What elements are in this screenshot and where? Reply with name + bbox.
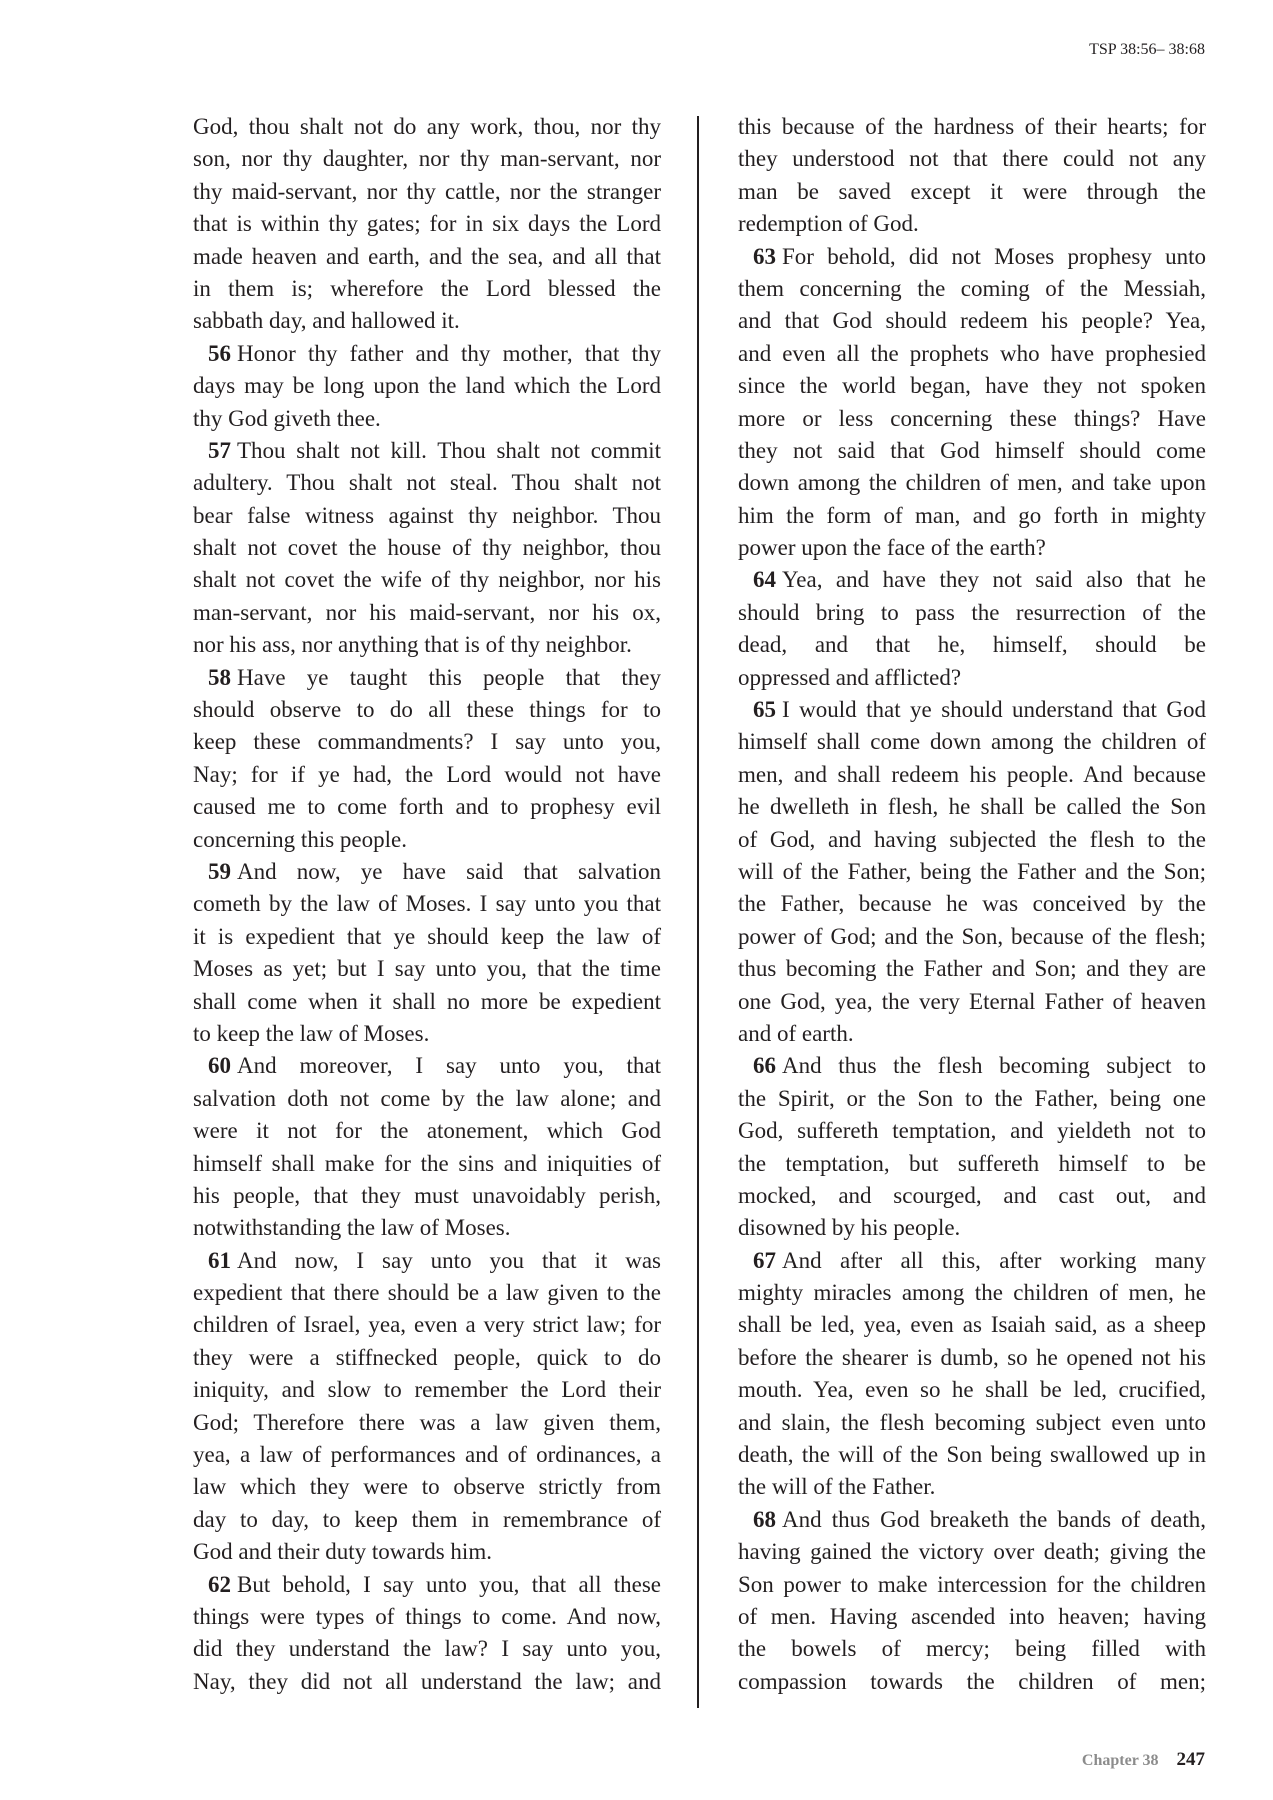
text-line bbox=[193, 143, 661, 175]
text-line bbox=[738, 986, 1206, 1018]
line-text: mocked, and scourged, and cast out, and bbox=[738, 1182, 1206, 1208]
text-line bbox=[193, 791, 661, 823]
text-line bbox=[738, 888, 1206, 920]
line-text: And now, I say unto you that it was bbox=[237, 1247, 661, 1273]
text-line bbox=[738, 370, 1206, 402]
line-text: son, nor thy daughter, nor thy man-servant, nor bbox=[193, 146, 661, 172]
text-line bbox=[738, 953, 1206, 985]
line-text: this because of the hardness of their hearts; for bbox=[738, 114, 1206, 139]
line-text: power of God; and the Son, because of the flesh; bbox=[738, 923, 1206, 949]
text-line bbox=[738, 1309, 1206, 1341]
line-text: iniquity, and slow to remember the Lord their bbox=[193, 1377, 661, 1403]
text-line bbox=[738, 1115, 1206, 1147]
line-text: the temptation, but suffereth himself to be bbox=[738, 1150, 1206, 1176]
line-text: the bowels of mercy; being filled with bbox=[738, 1636, 1206, 1662]
text-line bbox=[193, 662, 661, 694]
line-text: of men. Having ascended into heaven; having bbox=[738, 1603, 1206, 1629]
text-line bbox=[193, 597, 661, 629]
text-line bbox=[738, 1374, 1206, 1406]
text-line bbox=[738, 759, 1206, 791]
text-line bbox=[738, 338, 1206, 370]
line-text: Son power to make intercession for the children bbox=[738, 1571, 1206, 1597]
line-text: God and their duty towards him. bbox=[193, 1539, 492, 1565]
text-line bbox=[738, 1148, 1206, 1180]
line-text: children of Israel, yea, even a very strict law; for bbox=[193, 1312, 661, 1338]
line-text: should observe to do all these things for to bbox=[193, 697, 661, 723]
left-column bbox=[193, 111, 661, 1698]
text-line bbox=[193, 856, 661, 888]
text-line bbox=[193, 403, 661, 435]
verse-62 bbox=[193, 1569, 661, 1699]
line-text: down among the children of men, and take upon bbox=[738, 470, 1206, 496]
verse-66 bbox=[738, 1050, 1206, 1244]
text-line bbox=[738, 500, 1206, 532]
line-text: For behold, did not Moses prophesy unto bbox=[782, 243, 1206, 269]
line-text: concerning this people. bbox=[193, 826, 407, 852]
verse-continuation bbox=[193, 111, 661, 338]
text-line bbox=[738, 1083, 1206, 1115]
text-line bbox=[193, 1277, 661, 1309]
text-line bbox=[193, 694, 661, 726]
text-line bbox=[738, 1180, 1206, 1212]
text-line bbox=[193, 564, 661, 596]
line-text: before the shearer is dumb, so he opened not his bbox=[738, 1344, 1206, 1370]
text-line bbox=[193, 1018, 661, 1050]
text-line bbox=[193, 208, 661, 240]
text-line bbox=[193, 305, 661, 337]
line-text: shall come when it shall no more be expedient bbox=[193, 988, 661, 1014]
line-text: they were a stiffnecked people, quick to do bbox=[193, 1344, 661, 1370]
text-line bbox=[193, 435, 661, 467]
text-line bbox=[738, 1212, 1206, 1244]
verse-63 bbox=[738, 241, 1206, 565]
text-line bbox=[193, 1569, 661, 1601]
verse-number: 67 bbox=[753, 1247, 776, 1273]
verse-number: 61 bbox=[208, 1247, 231, 1273]
line-text: the Father, because he was conceived by the bbox=[738, 891, 1206, 917]
line-text: man-servant, nor his maid-servant, nor his ox, bbox=[193, 599, 661, 625]
text-line bbox=[738, 1536, 1206, 1568]
line-text: the Spirit, or the Son to the Father, being one bbox=[738, 1085, 1206, 1111]
text-line bbox=[738, 1439, 1206, 1471]
text-line bbox=[193, 241, 661, 273]
line-text: power upon the face of the earth? bbox=[738, 535, 1046, 561]
line-text: thy God giveth thee. bbox=[193, 405, 381, 431]
verse-number: 64 bbox=[753, 567, 776, 593]
line-text: made heaven and earth, and the sea, and all that bbox=[193, 243, 661, 269]
text-line bbox=[738, 1407, 1206, 1439]
text-line bbox=[193, 1407, 661, 1439]
verse-68 bbox=[738, 1504, 1206, 1698]
line-text: And now, ye have said that salvation bbox=[237, 858, 661, 884]
line-text: were it not for the atonement, which God bbox=[193, 1118, 661, 1144]
text-line bbox=[738, 1666, 1206, 1698]
line-text: And moreover, I say unto you, that bbox=[237, 1053, 661, 1079]
line-text: and that God should redeem his people? Yea, bbox=[738, 308, 1206, 334]
line-text: that is within thy gates; for in six days the Lord bbox=[193, 211, 661, 237]
text-line bbox=[738, 791, 1206, 823]
text-line bbox=[193, 1601, 661, 1633]
line-text: man be saved except it were through the bbox=[738, 178, 1206, 204]
verse-64 bbox=[738, 564, 1206, 694]
text-line bbox=[738, 1342, 1206, 1374]
line-text: having gained the victory over death; giving the bbox=[738, 1539, 1206, 1565]
line-text: Nay; for if ye had, the Lord would not have bbox=[193, 761, 661, 787]
running-header: TSP 38:56– 38:68 bbox=[1089, 41, 1205, 58]
text-line bbox=[738, 629, 1206, 661]
line-text: day to day, to keep them in remembrance of bbox=[193, 1506, 661, 1532]
text-line bbox=[193, 1504, 661, 1536]
right-column bbox=[738, 111, 1206, 1698]
text-line bbox=[738, 435, 1206, 467]
line-text: they understood not that there could not any bbox=[738, 146, 1206, 172]
line-text: Yea, and have they not said also that he bbox=[782, 567, 1206, 593]
text-line bbox=[193, 1471, 661, 1503]
line-text: himself shall make for the sins and iniquities of bbox=[193, 1150, 661, 1176]
text-line bbox=[738, 921, 1206, 953]
line-text: and even all the prophets who have prophesied bbox=[738, 340, 1206, 366]
line-text: And after all this, after working many bbox=[782, 1247, 1206, 1273]
text-line bbox=[193, 1115, 661, 1147]
verse-67 bbox=[738, 1245, 1206, 1504]
text-line bbox=[193, 1536, 661, 1568]
line-text: redemption of God. bbox=[738, 211, 919, 237]
line-text: more or less concerning these things? Have bbox=[738, 405, 1206, 431]
text-line bbox=[193, 338, 661, 370]
line-text: himself shall come down among the children of bbox=[738, 729, 1206, 755]
line-text: should bring to pass the resurrection of the bbox=[738, 599, 1206, 625]
text-line bbox=[738, 1569, 1206, 1601]
line-text: will of the Father, being the Father and the Son; bbox=[738, 858, 1206, 884]
page-number: 247 bbox=[1176, 1749, 1205, 1770]
line-text: to keep the law of Moses. bbox=[193, 1020, 430, 1046]
text-line bbox=[193, 824, 661, 856]
verse-56 bbox=[193, 338, 661, 435]
line-text: since the world began, have they not spoken bbox=[738, 373, 1206, 399]
text-line bbox=[738, 143, 1206, 175]
text-line bbox=[193, 1309, 661, 1341]
text-line bbox=[738, 241, 1206, 273]
text-line bbox=[738, 1245, 1206, 1277]
line-text: disowned by his people. bbox=[738, 1215, 961, 1241]
verse-59 bbox=[193, 856, 661, 1050]
verse-number: 60 bbox=[208, 1053, 231, 1079]
verse-number: 68 bbox=[753, 1506, 776, 1532]
verse-number: 66 bbox=[753, 1053, 776, 1079]
line-text: did they understand the law? I say unto you, bbox=[193, 1636, 661, 1662]
text-line bbox=[193, 1374, 661, 1406]
text-line bbox=[193, 953, 661, 985]
line-text: I would that ye should understand that God bbox=[782, 697, 1206, 723]
line-text: And thus God breaketh the bands of death, bbox=[782, 1506, 1206, 1532]
line-text: he dwelleth in flesh, he shall be called the Son bbox=[738, 794, 1206, 820]
line-text: bear false witness against thy neighbor. Thou bbox=[193, 502, 661, 528]
verse-number: 63 bbox=[753, 243, 776, 269]
text-line bbox=[738, 1601, 1206, 1633]
text-line bbox=[738, 467, 1206, 499]
line-text: salvation doth not come by the law alone; and bbox=[193, 1085, 661, 1111]
verse-60 bbox=[193, 1050, 661, 1244]
line-text: expedient that there should be a law given to the bbox=[193, 1280, 661, 1306]
line-text: in them is; wherefore the Lord blessed the bbox=[193, 275, 661, 301]
line-text: them concerning the coming of the Messiah, bbox=[738, 275, 1206, 301]
text-line bbox=[193, 1148, 661, 1180]
verse-65 bbox=[738, 694, 1206, 1050]
text-line bbox=[738, 208, 1206, 240]
line-text: thus becoming the Father and Son; and they are bbox=[738, 956, 1206, 982]
text-line bbox=[738, 856, 1206, 888]
text-line bbox=[193, 921, 661, 953]
line-text: thy maid-servant, nor thy cattle, nor the stranger bbox=[193, 178, 661, 204]
text-line bbox=[193, 1180, 661, 1212]
verse-58 bbox=[193, 662, 661, 856]
line-text: and slain, the flesh becoming subject even unto bbox=[738, 1409, 1206, 1435]
text-line bbox=[738, 1277, 1206, 1309]
text-line bbox=[738, 726, 1206, 758]
text-line bbox=[193, 1245, 661, 1277]
text-line bbox=[738, 824, 1206, 856]
text-line bbox=[193, 176, 661, 208]
line-text: mouth. Yea, even so he shall be led, crucified, bbox=[738, 1377, 1206, 1403]
text-line bbox=[193, 532, 661, 564]
verse-number: 62 bbox=[208, 1571, 231, 1597]
text-line bbox=[738, 1471, 1206, 1503]
text-line bbox=[738, 305, 1206, 337]
text-line bbox=[193, 1212, 661, 1244]
verse-number: 59 bbox=[208, 858, 231, 884]
line-text: of God, and having subjected the flesh to the bbox=[738, 826, 1206, 852]
text-line bbox=[738, 662, 1206, 694]
verse-number: 57 bbox=[208, 437, 231, 463]
verse-continuation bbox=[738, 111, 1206, 241]
text-line bbox=[738, 1018, 1206, 1050]
line-text: shalt not covet the house of thy neighbor, thou bbox=[193, 535, 661, 561]
line-text: mighty miracles among the children of men, he bbox=[738, 1280, 1206, 1306]
line-text: it is expedient that ye should keep the law of bbox=[193, 923, 661, 949]
line-text: him the form of man, and go forth in mighty bbox=[738, 502, 1206, 528]
verse-number: 58 bbox=[208, 664, 231, 690]
text-line bbox=[193, 888, 661, 920]
line-text: shalt not covet the wife of thy neighbor, nor his bbox=[193, 567, 661, 593]
text-line bbox=[193, 273, 661, 305]
text-line bbox=[738, 597, 1206, 629]
line-text: God; Therefore there was a law given them, bbox=[193, 1409, 661, 1435]
line-text: men, and shall redeem his people. And because bbox=[738, 761, 1206, 787]
line-text: things were types of things to come. And now, bbox=[193, 1603, 661, 1629]
text-line bbox=[738, 403, 1206, 435]
line-text: oppressed and afflicted? bbox=[738, 664, 962, 690]
line-text: Honor thy father and thy mother, that thy bbox=[237, 340, 661, 366]
verse-61 bbox=[193, 1245, 661, 1569]
text-line bbox=[193, 1050, 661, 1082]
line-text: God, suffereth temptation, and yieldeth not to bbox=[738, 1118, 1206, 1144]
line-text: keep these commandments? I say unto you, bbox=[193, 729, 661, 755]
text-line bbox=[193, 1439, 661, 1471]
text-line bbox=[193, 726, 661, 758]
text-line bbox=[738, 694, 1206, 726]
line-text: adultery. Thou shalt not steal. Thou shalt not bbox=[193, 470, 661, 496]
line-text: notwithstanding the law of Moses. bbox=[193, 1215, 511, 1241]
line-text: Moses as yet; but I say unto you, that the time bbox=[193, 956, 661, 982]
line-text: Have ye taught this people that they bbox=[237, 664, 661, 690]
line-text: cometh by the law of Moses. I say unto you that bbox=[193, 891, 661, 917]
text-line bbox=[738, 176, 1206, 208]
text-line bbox=[738, 564, 1206, 596]
line-text: they not said that God himself should come bbox=[738, 437, 1206, 463]
line-text: the will of the Father. bbox=[738, 1474, 936, 1500]
line-text: and of earth. bbox=[738, 1020, 854, 1046]
line-text: And thus the flesh becoming subject to bbox=[782, 1053, 1206, 1079]
line-text: sabbath day, and hallowed it. bbox=[193, 308, 460, 334]
verse-number: 56 bbox=[208, 340, 231, 366]
column-divider bbox=[697, 116, 699, 1708]
line-text: nor his ass, nor anything that is of thy neighbor. bbox=[193, 632, 632, 658]
chapter-label: Chapter 38 bbox=[1081, 1752, 1159, 1769]
line-text: Thou shalt not kill. Thou shalt not commit bbox=[237, 437, 661, 463]
line-text: law which they were to observe strictly from bbox=[193, 1474, 661, 1500]
text-line bbox=[738, 1633, 1206, 1665]
line-text: shall be led, yea, even as Isaiah said, as a sheep bbox=[738, 1312, 1206, 1338]
text-line bbox=[738, 532, 1206, 564]
line-text: But behold, I say unto you, that all these bbox=[237, 1571, 661, 1597]
text-line bbox=[738, 111, 1206, 143]
line-text: his people, that they must unavoidably perish, bbox=[193, 1182, 661, 1208]
line-text: Nay, they did not all understand the law; and bbox=[193, 1668, 661, 1694]
text-line bbox=[193, 370, 661, 402]
text-line bbox=[738, 1050, 1206, 1082]
line-text: compassion towards the children of men; bbox=[738, 1668, 1206, 1694]
line-text: caused me to come forth and to prophesy evil bbox=[193, 794, 661, 820]
verse-57 bbox=[193, 435, 661, 662]
verse-number: 65 bbox=[753, 697, 776, 723]
text-line bbox=[193, 111, 661, 143]
text-line bbox=[193, 986, 661, 1018]
line-text: dead, and that he, himself, should be bbox=[738, 632, 1206, 658]
text-line bbox=[738, 273, 1206, 305]
text-line bbox=[193, 759, 661, 791]
page-footer bbox=[1082, 1749, 1205, 1771]
line-text: yea, a law of performances and of ordinances, a bbox=[193, 1442, 661, 1468]
text-line bbox=[193, 629, 661, 661]
text-line bbox=[738, 1504, 1206, 1536]
text-line bbox=[193, 1633, 661, 1665]
text-line bbox=[193, 500, 661, 532]
line-text: death, the will of the Son being swallowed up in bbox=[738, 1442, 1206, 1468]
text-line bbox=[193, 1666, 661, 1698]
line-text: days may be long upon the land which the Lord bbox=[193, 373, 661, 399]
text-line bbox=[193, 1342, 661, 1374]
text-line bbox=[193, 1083, 661, 1115]
text-line bbox=[193, 467, 661, 499]
line-text: one God, yea, the very Eternal Father of heaven bbox=[738, 988, 1206, 1014]
line-text: God, thou shalt not do any work, thou, nor thy bbox=[193, 114, 661, 139]
